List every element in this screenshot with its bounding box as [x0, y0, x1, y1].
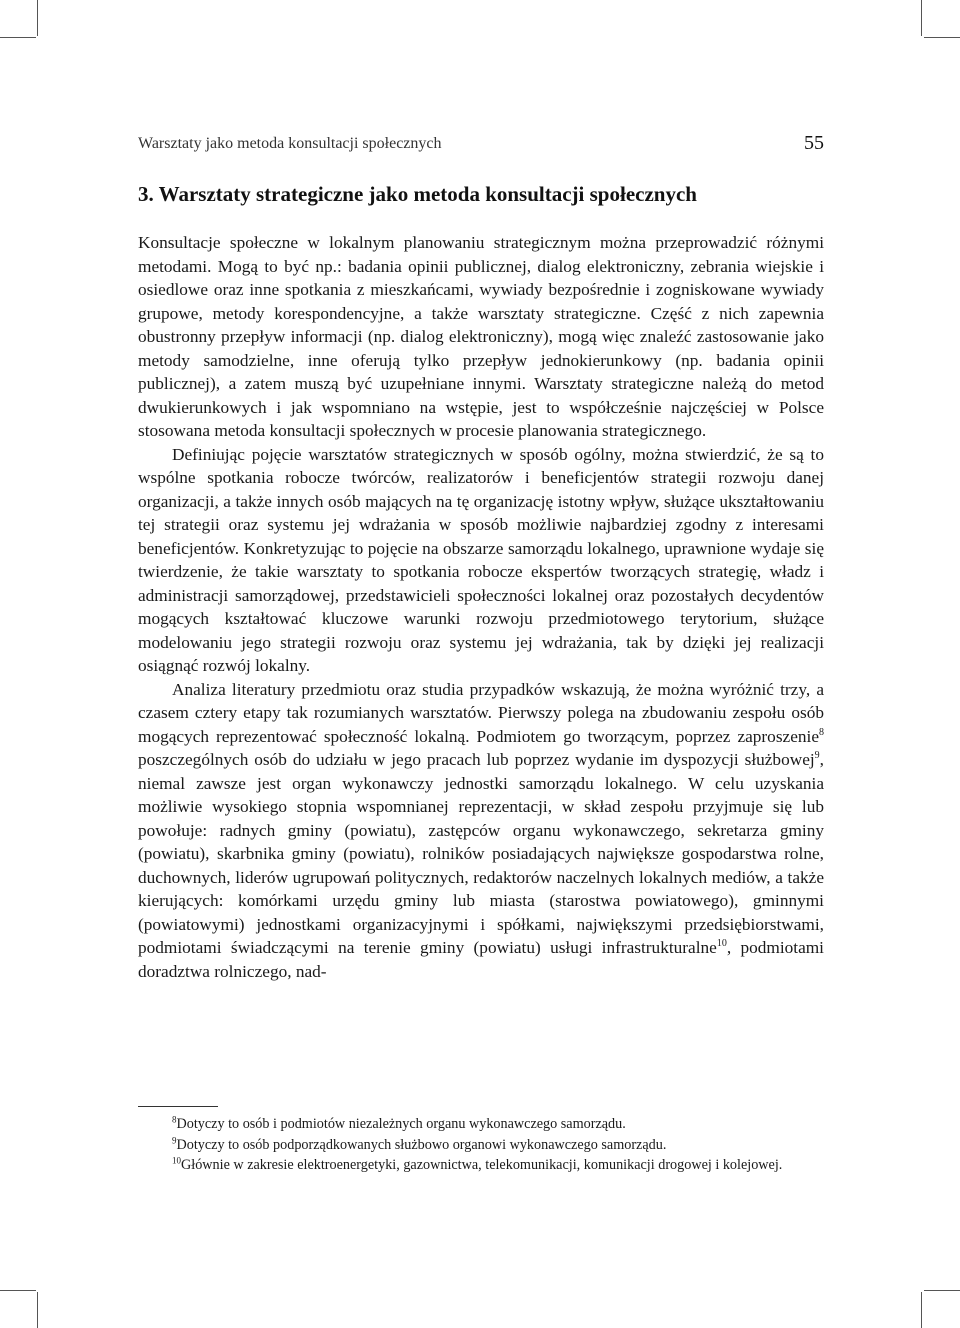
footnote-number: 10: [172, 1155, 181, 1166]
footnote-separator: [138, 1106, 218, 1107]
paragraph-2: Definiując pojęcie warsztatów strategicznych w sposób ogólny, można stwierdzić, że są to wspólne spotkania robocze twórców, realizatorów i beneficjentów strategii rozwoju danej organizacji, a także innych osób mających na tę organizację istotny wpływ, służące ukształtowaniu tej strategii oraz systemu jej wdrażania w sposób możliwie najbardziej zgodny z interesami beneficjentów. Konkretyzując to pojęcie na obszarze samorządu lokalnego, uprawnione wydaje się twierdzenie, że takie warsztaty to spotkania robocze ekspertów tworzących strategię, władz i administracji samorządowej, przedstawicieli społeczności lokalnej oraz pozostałych decydentów mogących kształtować kluczowe warunki rozwoju przedmiotowego terytorium, służące modelowaniu jego strategii rozwoju oraz systemu jej wdrażania, tak by dzięki jej realizacji osiągnąć rozwój lokalny.: [138, 444, 824, 675]
paragraph-3-part-1: Analiza literatury przedmiotu oraz studia przypadków wskazują, że można wyróżnić trzy, a czasem cztery etapy tak rozumianych warsztatów. Pierwszy polega na zbudowaniu zespołu osób mogących reprezentować społeczność lokalną. Podmiotem go tworzącym, poprzez zaproszenie: [138, 679, 824, 746]
paragraph-3-part-2: poszczególnych osób do udziału w jego pracach lub poprzez wydanie im dyspozycji służbowej: [138, 750, 815, 769]
paragraph-3-part-4: , podmiotami doradztwa rolniczego, nad-: [138, 938, 824, 981]
footnote-number: 8: [172, 1114, 177, 1125]
footnote-text: Dotyczy to osób i podmiotów niezależnych organu wykonawczego samorządu.: [176, 1116, 626, 1132]
crop-mark-bottom-left-horizontal: [0, 1290, 36, 1291]
footnote-ref-9[interactable]: 9: [814, 750, 820, 762]
footnote-10: [138, 1155, 824, 1176]
paragraph-1: Konsultacje społeczne w lokalnym planowaniu strategicznym można przeprowadzić różnymi metodami. Mogą to być np.: badania opinii publicznej, dialog elektroniczny, zebrania wiejskie i osiedlowe oraz inne spotkania z mieszkańcami, wywiady bezpośrednie i zogniskowane wywiady grupowe, metody korespondencyjne, a także warsztaty strategiczne. Część z nich zapewnia obustronny przepływ informacji (np. dialog elektroniczny), mogą więc znaleźć zastosowanie jako metody samodzielne, inne oferują tylko przepływ jednokierunkowy (np. badania opinii publicznej), a zatem muszą być uzupełniane innymi. Warsztaty strategiczne należą do metod dwukierunkowych i jak wspomniano na wstępie, jest to współcześnie najczęściej w Polsce stosowana metoda konsultacji społecznych w procesie planowania strategicznego.: [138, 233, 824, 440]
body-text: [138, 231, 824, 983]
crop-mark-bottom-left-vertical: [37, 1292, 38, 1328]
running-head: [138, 134, 824, 156]
footnote-number: 9: [172, 1134, 177, 1145]
crop-mark-bottom-right-vertical: [921, 1292, 922, 1328]
running-title: Warsztaty jako metoda konsultacji społecznych: [138, 135, 442, 152]
crop-mark-top-right-horizontal: [924, 37, 960, 38]
footnote-ref-10[interactable]: 10: [716, 938, 727, 950]
paragraph-3: [138, 678, 824, 984]
footnote-ref-8[interactable]: 8: [819, 726, 824, 738]
footnote-9: [138, 1135, 824, 1156]
paragraph-3-part-3: , niemal zawsze jest organ wykonawczy jednostki samorządu lokalnego. W celu uzyskania możliwie wysokiego stopnia wspomnianej reprezentacji, w skład zespołu przyjmuje się lub powołuje: radnych gminy (powiatu), zastępców organu wykonawczego, sekretarza gminy (powiatu), skarbnika gminy (powiatu), rolników posiadających największe gospodarstwa rolne, duchownych, liderów ugrupowań politycznych, redaktorów naczelnych lokalnych mediów, a także kierujących: komórkami urzędu gminy lub miasta (starostwa powiatowego), gminnymi (powiatowymi) jednostkami organizacyjnymi i spółkami, największymi przedsiębiorstwami, podmiotami świadczącymi na terenie gminy (powiatu) usługi infrastrukturalne: [138, 750, 824, 957]
chapter-title: 3. Warsztaty strategiczne jako metoda konsultacji społecznych: [138, 182, 697, 206]
footnotes: [138, 1114, 824, 1176]
crop-mark-top-right-vertical: [921, 0, 922, 36]
crop-mark-bottom-right-horizontal: [924, 1290, 960, 1291]
page-number: 55: [804, 132, 824, 154]
footnote-text: Głównie w zakresie elektroenergetyki, gazownictwa, telekomunikacji, komunikacji drogowej i kolejowej.: [181, 1157, 783, 1173]
footnote-8: [138, 1114, 824, 1135]
footnote-text: Dotyczy to osób podporządkowanych służbowo organowi wykonawczego samorządu.: [176, 1136, 667, 1153]
crop-mark-top-left-vertical: [37, 0, 38, 36]
crop-mark-top-left-horizontal: [0, 37, 36, 38]
